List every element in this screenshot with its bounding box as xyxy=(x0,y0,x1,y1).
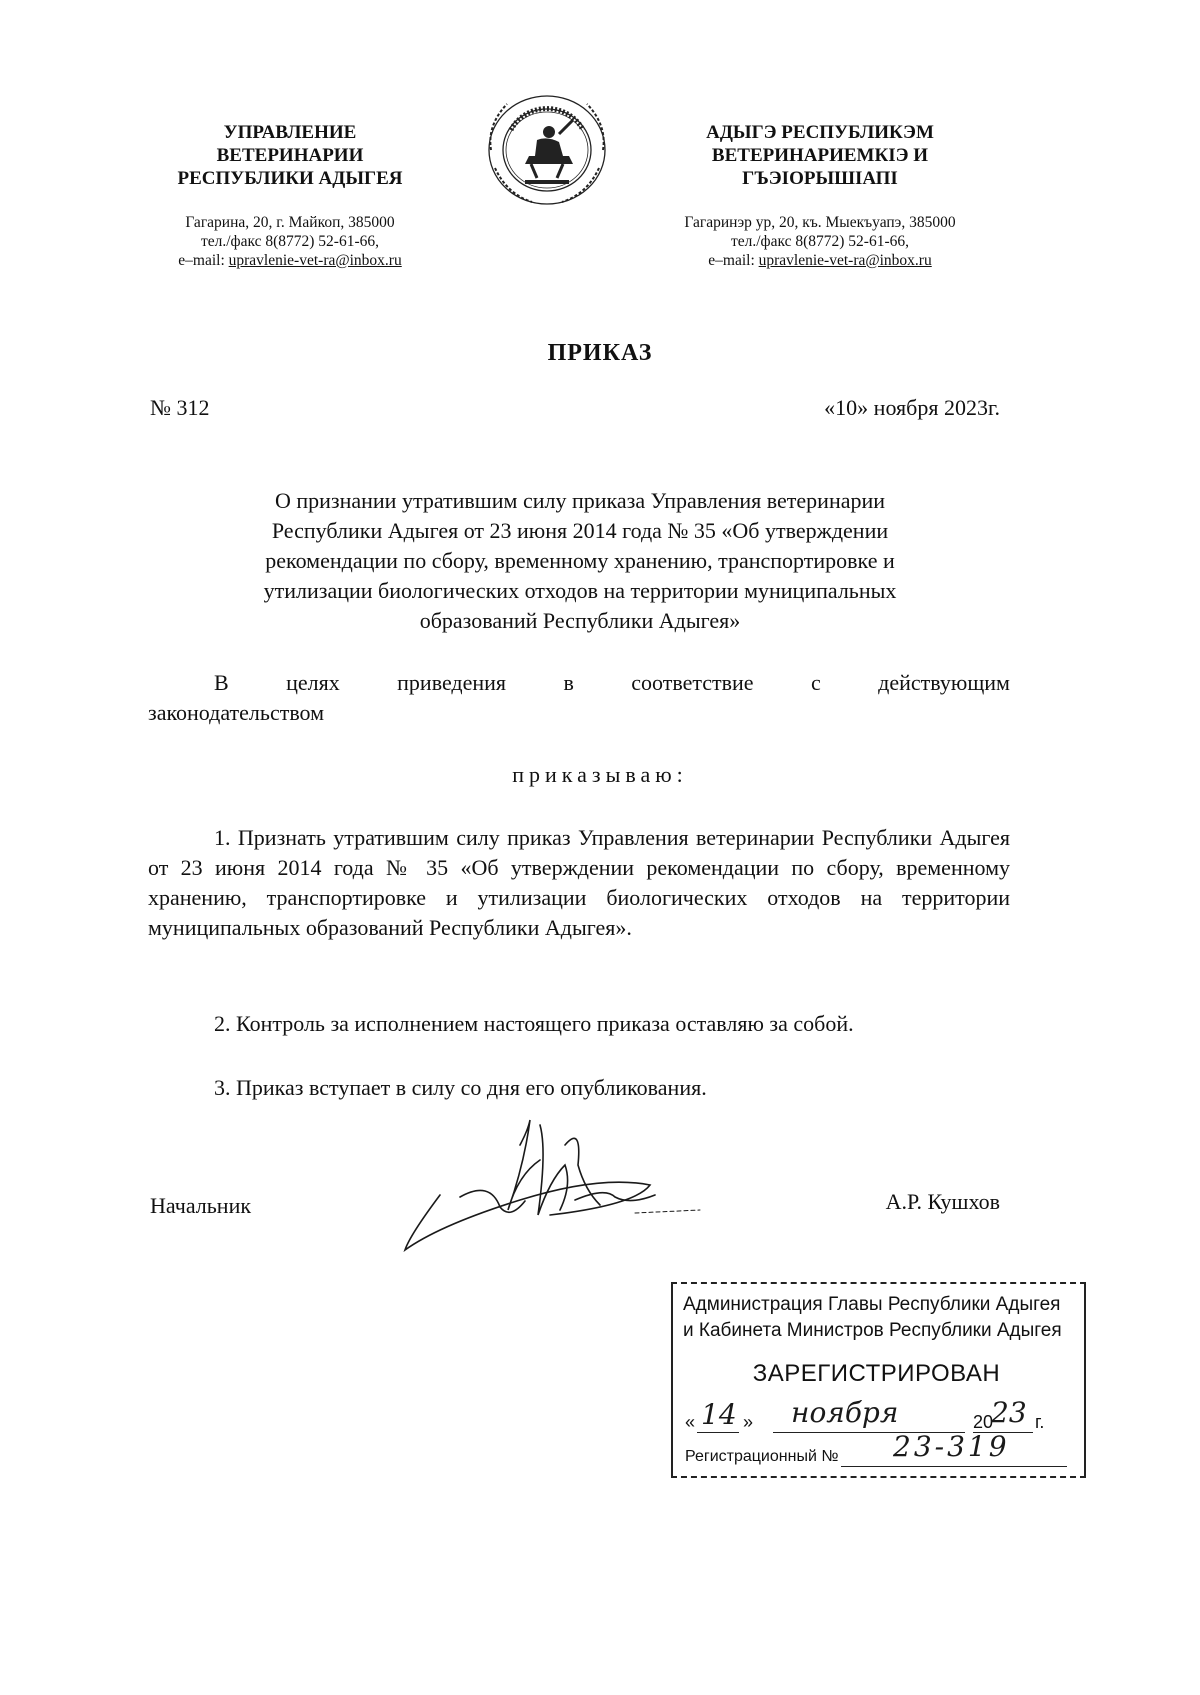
subject-line: утилизации биологических отходов на территории муниципальных xyxy=(263,578,897,603)
org-email-line-ady xyxy=(660,251,980,270)
email-link-ru[interactable]: upravlenie-vet-ra@inbox.ru xyxy=(228,252,402,269)
org-name-ady-line2: ВЕТЕРИНАРИЕМКIЭ И xyxy=(711,145,929,166)
org-address-ady: Гагаринэр ур, 20, къ. Мыекъуапэ, 385000 xyxy=(684,214,956,231)
registration-stamp xyxy=(671,1282,1084,1476)
subject-line: образований Республики Адыгея» xyxy=(419,608,741,633)
handwritten-signature-icon xyxy=(400,1105,710,1265)
document-title: ПРИКАЗ xyxy=(547,340,653,366)
stamp-year-end: г. xyxy=(1035,1412,1045,1432)
org-phone-ady: тел./факс 8(8772) 52-61-66, xyxy=(730,233,910,250)
email-label: e–mail: xyxy=(178,252,229,269)
stamp-reg-number: 23-319 xyxy=(893,1430,1010,1463)
intro-paragraph xyxy=(148,668,1010,728)
stamp-status: ЗАРЕГИСТРИРОВАН xyxy=(752,1360,1001,1387)
email-label: e–mail: xyxy=(708,252,759,269)
org-name-ady-line3: ГЪЭIОРЫШIАПI xyxy=(742,168,898,189)
org-contacts-ru xyxy=(150,213,430,270)
intro-line2: законодательством xyxy=(148,700,325,725)
subject-line: рекомендации по сбору, временному хранению, транспортировке и xyxy=(265,548,895,573)
stamp-reg-underline xyxy=(841,1466,1067,1467)
stamp-quote-open: « xyxy=(685,1412,696,1432)
stamp-org-line2: и Кабинета Министров Республики Адыгея xyxy=(683,1320,1062,1341)
order-item-2: 2. Контроль за исполнением настоящего приказа оставляю за собой. xyxy=(214,1011,854,1036)
org-phone-ru: тел./факс 8(8772) 52-61-66, xyxy=(200,233,380,250)
order-word: приказываю: xyxy=(512,762,688,787)
org-name-ru-line2: ВЕТЕРИНАРИИ xyxy=(216,145,364,166)
intro-line1 xyxy=(148,668,1010,698)
subject-line: О признании утратившим силу приказа Управления ветеринарии xyxy=(274,488,886,513)
org-name-ru-line1: УПРАВЛЕНИЕ xyxy=(223,122,357,143)
stamp-year-prefix: 20 xyxy=(973,1412,994,1432)
org-name-ru-line3: РЕСПУБЛИКИ АДЫГЕЯ xyxy=(177,168,403,189)
org-address-ru: Гагарина, 20, г. Майкоп, 385000 xyxy=(185,214,395,231)
coat-of-arms-icon xyxy=(477,90,617,210)
subject-line: Республики Адыгея от 23 июня 2014 года № 35 «Об утверждении xyxy=(271,518,889,543)
stamp-day-underline xyxy=(697,1432,739,1433)
intro-word: приведения xyxy=(397,670,507,695)
signer-title: Начальник xyxy=(150,1193,252,1218)
email-link-ady[interactable]: upravlenie-vet-ra@inbox.ru xyxy=(758,252,932,269)
document-subject xyxy=(150,486,1010,636)
org-name-ady-line1: АДЫГЭ РЕСПУБЛИКЭМ xyxy=(706,122,934,143)
document-number: № 312 xyxy=(150,395,210,420)
order-item-1: 1. Признать утратившим силу приказ Управления ветеринарии Республики Адыгея от 23 июня 2014 года № 35 «Об утверждении рекомендации по сбору, временному хранению, транспортировке и утилизации биологических отходов на территории муниципальных образований Республики Адыгея». xyxy=(148,825,1010,940)
order-item-3: 3. Приказ вступает в силу со дня его опубликования. xyxy=(214,1075,707,1100)
stamp-month: ноября xyxy=(791,1396,899,1429)
stamp-day: 14 xyxy=(701,1398,737,1431)
signer-name: А.Р. Кушхов xyxy=(885,1189,1000,1214)
intro-word: действующим xyxy=(878,670,1010,695)
stamp-reg-label: Регистрационный № xyxy=(685,1448,839,1465)
intro-word: В xyxy=(214,670,229,695)
intro-word: в xyxy=(563,670,574,695)
intro-word: соответствие xyxy=(631,670,754,695)
header-right xyxy=(660,121,980,270)
header-left xyxy=(150,121,430,270)
stamp-year-suffix: 23 xyxy=(991,1396,1027,1429)
org-contacts-ady xyxy=(660,213,980,270)
intro-word: с xyxy=(810,670,821,695)
stamp-date-line xyxy=(685,1396,1075,1436)
document-date: «10» ноября 2023г. xyxy=(824,395,1000,420)
org-email-line-ru xyxy=(150,251,430,270)
stamp-org-line1: Администрация Главы Республики Адыгея xyxy=(683,1294,1061,1315)
stamp-quote-close: » xyxy=(743,1412,754,1432)
stamp-number-line xyxy=(685,1430,1075,1470)
intro-word: целях xyxy=(286,670,340,695)
